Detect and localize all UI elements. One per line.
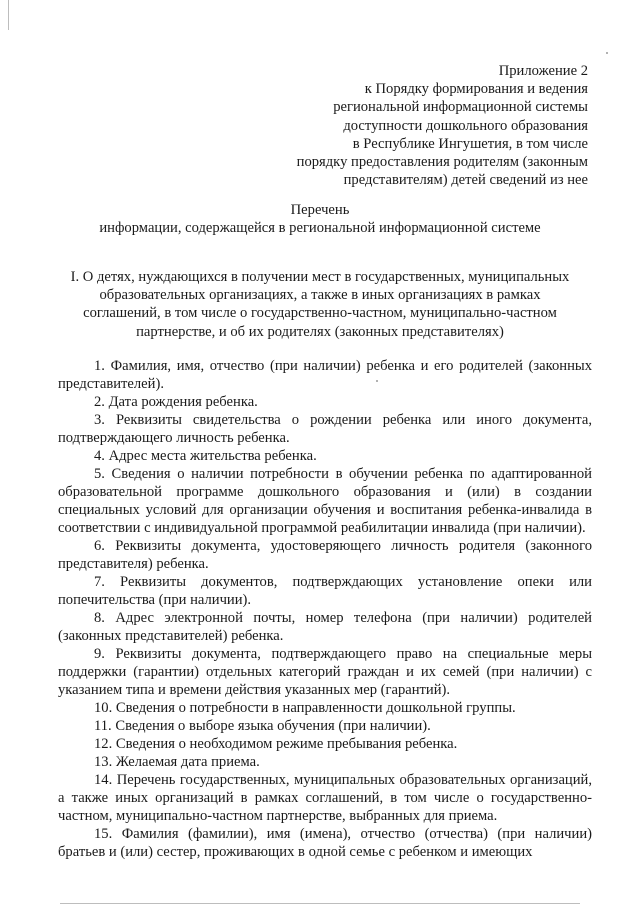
- list-item: 11. Сведения о выборе языка обучения (при наличии).: [94, 718, 431, 734]
- document-title: [40, 201, 600, 237]
- item-list: [58, 357, 592, 861]
- appendix-line: доступности дошкольного образования: [343, 117, 588, 134]
- list-item: 6. Реквизиты документа, удостоверяющего личность родителя (законного представителя) ребенка.: [58, 538, 592, 572]
- title-line: Перечень: [290, 202, 350, 218]
- list-item: 8. Адрес электронной почты, номер телефона (при наличии) родителей (законных представителей) ребенка.: [58, 610, 592, 644]
- section-heading-line: образовательных организациях, а также в иных организациях в рамках: [99, 287, 541, 304]
- list-item: 3. Реквизиты свидетельства о рождении ребенка или иного документа, подтверждающего личность ребенка.: [58, 412, 592, 446]
- list-item: 12. Сведения о необходимом режиме пребывания ребенка.: [94, 736, 458, 752]
- list-item: 2. Дата рождения ребенка.: [94, 394, 258, 410]
- list-item: 10. Сведения о потребности в направленности дошкольной группы.: [94, 700, 516, 716]
- appendix-line: представителям) детей сведений из нее: [343, 172, 588, 189]
- list-item: 7. Реквизиты документов, подтверждающих установление опеки или попечительства (при наличии).: [58, 574, 592, 608]
- appendix-line: к Порядку формирования и ведения: [364, 81, 588, 98]
- list-item: 1. Фамилия, имя, отчество (при наличии) ребенка и его родителей (законных представителей).: [58, 358, 592, 392]
- list-item: 5. Сведения о наличии потребности в обучении ребенка по адаптированной образовательной программе дошкольного образования и (или) в создании специальных условий для организации обучения и воспитания ребенка-инвалида в соответствии с индивидуальной программой реабилитации инвалида (при наличии).: [58, 466, 592, 536]
- list-item: 4. Адрес места жительства ребенка.: [94, 448, 317, 464]
- scan-bottom-line: [60, 903, 580, 904]
- appendix-line: в Республике Ингушетия, в том числе: [352, 135, 588, 152]
- scan-dot: [606, 52, 608, 54]
- list-item: 15. Фамилия (фамилии), имя (имена), отчество (отчества) (при наличии) братьев и (или) сестер, проживающих в одной семье с ребенком и имеющих: [58, 826, 592, 860]
- section-heading: [55, 268, 585, 341]
- scan-edge-mark: [8, 0, 9, 30]
- section-heading-line: партнерстве, и об их родителях (законных представителях): [136, 323, 504, 340]
- appendix-line: региональной информационной системы: [333, 99, 588, 116]
- list-item: 13. Желаемая дата приема.: [94, 754, 260, 770]
- section-heading-line: соглашений, в том числе о государственно-частном, муниципально-частном: [83, 305, 557, 322]
- appendix-line: порядку предоставления родителям (законным: [296, 154, 588, 171]
- title-line: информации, содержащейся в региональной информационной системе: [99, 220, 541, 237]
- appendix-line: Приложение 2: [498, 63, 588, 79]
- appendix-note: [258, 62, 588, 189]
- list-item: 9. Реквизиты документа, подтверждающего право на специальные меры поддержки (гарантии) отдельных категорий граждан и их семей (при наличии) с указанием типа и времени действия указанных мер (гарантий).: [58, 646, 592, 698]
- section-heading-line: I. О детях, нуждающихся в получении мест в государственных, муниципальных: [70, 269, 570, 285]
- list-item: 14. Перечень государственных, муниципальных образовательных организаций, а также иных организаций в рамках соглашений, в том числе о государственно-частном, муниципально-частном партнерстве, выбранных для приема.: [58, 772, 592, 824]
